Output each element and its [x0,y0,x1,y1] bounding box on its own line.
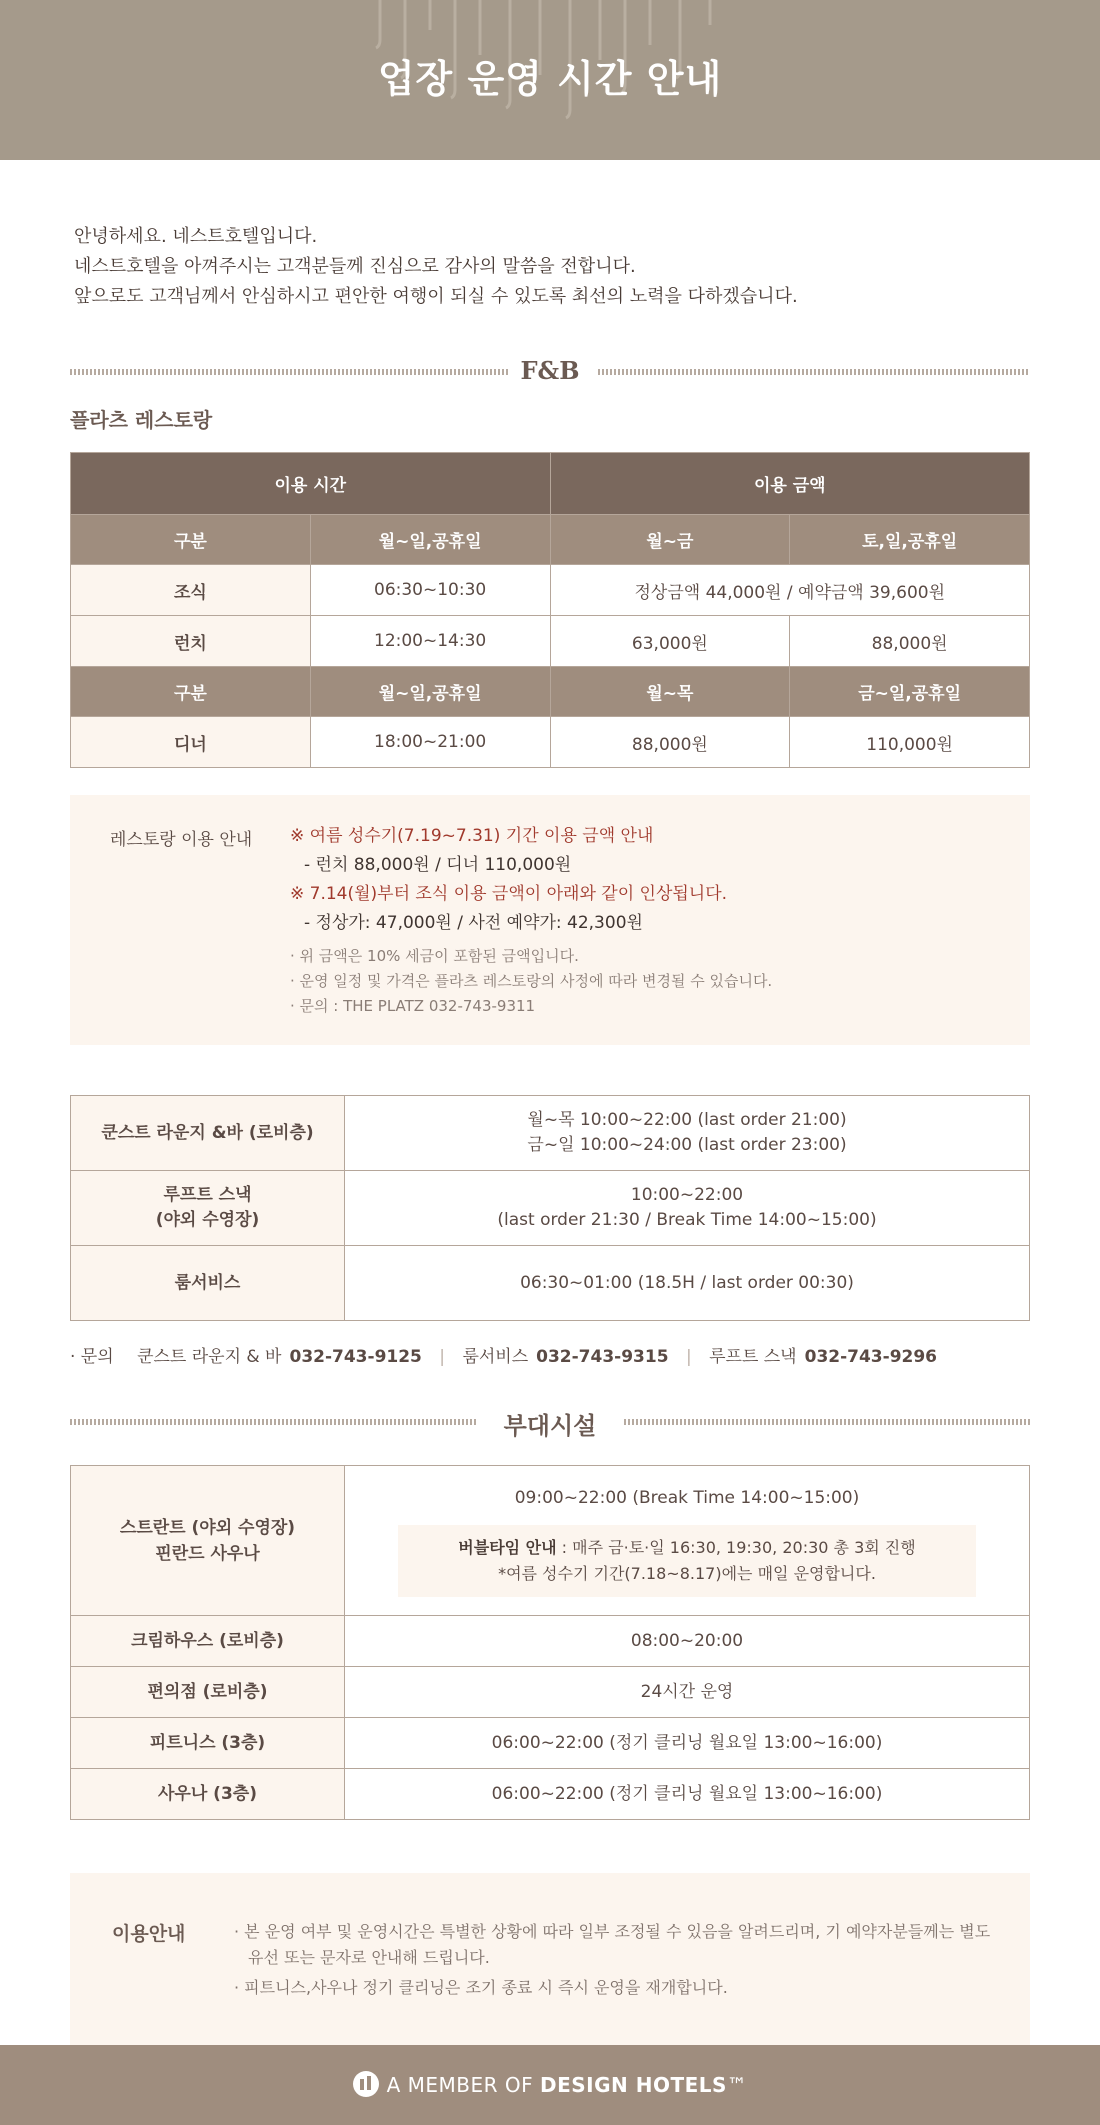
contact-separator: | [685,1347,692,1367]
contact-lead: · 문의 [70,1347,114,1367]
intro-line: 네스트호텔을 아껴주시는 고객분들께 진심으로 감사의 말씀을 전합니다. [74,256,636,277]
table-header-row [71,453,1030,515]
table-row [71,1667,1030,1718]
contact-number[interactable]: 032-743-9296 [804,1347,938,1367]
row-hours: 08:00~20:00 [345,1616,1030,1667]
table-row [71,1769,1030,1820]
notice-title: 레스토랑 이용 안내 [110,830,253,850]
hours-line: 09:00~22:00 (Break Time 14:00~15:00) [514,1487,860,1508]
info-title: 이용안내 [112,1923,186,1945]
table-row [71,1171,1030,1246]
category-line: 핀란드 사우나 [155,1543,260,1564]
table-row [71,1246,1030,1321]
row-time: 06:30~10:30 [310,565,550,616]
brand-name: DESIGN HOTELS [539,2073,727,2097]
row-price: 정상금액 44,000원 / 예약금액 39,600원 [550,565,1030,616]
row-hours [345,1171,1030,1246]
subheader-cell: 월~일,공휴일 [310,667,550,717]
contact-label: 룸서비스 [462,1347,529,1367]
hours-line: 금~일 10:00~24:00 (last order 23:00) [527,1135,847,1155]
notice-line: - 런치 88,000원 / 디너 110,000원 [304,855,572,875]
row-category: 조식 [71,565,311,616]
category-line: (야외 수영장) [155,1210,260,1230]
brand-tm: ™ [726,2073,748,2097]
notice-line: ※ 여름 성수기(7.19~7.31) 기간 이용 금액 안내 [290,826,654,846]
row-category: 룸서비스 [71,1246,345,1321]
intro-line: 안녕하세요. 네스트호텔입니다. [74,226,318,247]
usage-info-box [70,1873,1030,2045]
hours-line: (last order 21:30 / Break Time 14:00~15:00) [497,1210,877,1230]
info-lines [234,1919,994,2001]
table-subheader-row [71,515,1030,565]
intro-line: 앞으로도 고객님께서 안심하시고 편안한 여행이 되실 수 있도록 최선의 노력을 다하겠습니다. [74,286,798,307]
row-hours [345,1466,1030,1616]
contact-separator: | [439,1347,446,1367]
row-category [71,1466,345,1616]
restaurant-notice-box [70,795,1030,1045]
category-line: 루프트 스낵 [163,1185,252,1205]
intro-text [74,222,1034,312]
notice-small: · 문의 : THE PLATZ 032-743-9311 [290,997,536,1015]
facilities-section-divider [70,1406,1030,1440]
restaurant-price-table [70,452,1030,768]
row-time: 12:00~14:30 [310,616,550,667]
table-subheader-row [71,667,1030,717]
row-hours: 06:00~22:00 (정기 클리닝 월요일 13:00~16:00) [345,1718,1030,1769]
fb-section-divider [70,356,1030,386]
bubble-label: 버블타임 안내 [458,1537,557,1557]
brand-prefix: A MEMBER OF [386,2073,540,2097]
bubble-line [398,1535,976,1561]
contact-number[interactable]: 032-743-9315 [536,1347,669,1367]
facilities-hours-table [70,1465,1030,1820]
table-row-lunch [71,616,1030,667]
contact-label: 쿤스트 라운지 & 바 [137,1347,282,1367]
bubble-text: : 매주 금·토·일 16:30, 19:30, 20:30 총 3회 진행 [556,1537,916,1557]
subheader-cell: 월~목 [550,667,790,717]
row-hours: 06:00~22:00 (정기 클리닝 월요일 13:00~16:00) [345,1769,1030,1820]
table-row-breakfast [71,565,1030,616]
subheader-cell: 토,일,공휴일 [790,515,1030,565]
page-title: 업장 운영 시간 안내 [377,57,723,101]
row-hours: 06:30~01:00 (18.5H / last order 00:30) [345,1246,1030,1321]
subheader-cell: 월~금 [550,515,790,565]
contact-number[interactable]: 032-743-9125 [289,1347,422,1367]
row-category: 피트니스 (3층) [71,1718,345,1769]
footer [0,2045,1100,2125]
notice-line: - 정상가: 47,000원 / 사전 예약가: 42,300원 [304,913,643,933]
row-category [71,1171,345,1246]
category-line: 스트란트 (야외 수영장) [119,1517,296,1538]
row-hours: 24시간 운영 [345,1667,1030,1718]
row-category: 디너 [71,717,311,768]
fb-section-title: F&B [520,356,580,385]
row-hours [345,1096,1030,1171]
info-line: · 본 운영 여부 및 운영시간은 특별한 상황에 따라 일부 조정될 수 있음을 알려드리며, 기 예약자분들께는 별도 유선 또는 문자로 안내해 드립니다. [234,1922,991,1967]
subheader-cell: 구분 [71,667,311,717]
notice-small: · 위 금액은 10% 세금이 포함된 금액입니다. [290,947,579,965]
row-price-weekend: 110,000원 [790,717,1030,768]
hours-line: 10:00~22:00 [630,1185,744,1205]
row-price-weekend: 88,000원 [790,616,1030,667]
hero-banner [0,0,1100,160]
table-row-strand [71,1466,1030,1616]
subheader-cell: 금~일,공휴일 [790,667,1030,717]
table-row [71,1616,1030,1667]
contact-line [70,1342,937,1367]
subheader-cell: 구분 [71,515,311,565]
header-price: 이용 금액 [550,453,1030,515]
row-category: 쿤스트 라운지 &바 (로비층) [71,1096,345,1171]
row-price-weekday: 63,000원 [550,616,790,667]
row-time: 18:00~21:00 [310,717,550,768]
contact-label: 루프트 스낵 [709,1347,797,1367]
restaurant-name: 플라츠 레스토랑 [70,408,213,432]
design-hotels-brand[interactable] [0,2071,1100,2097]
notice-line: ※ 7.14(월)부터 조식 이용 금액이 아래와 같이 인상됩니다. [290,884,728,904]
subheader-cell: 월~일,공휴일 [310,515,550,565]
row-category: 편의점 (로비층) [71,1667,345,1718]
notice-lines [290,822,1010,1019]
info-line: · 피트니스,사우나 정기 클리닝은 조기 종료 시 즉시 운영을 재개합니다. [234,1978,728,1997]
bubble-note: *여름 성수기 기간(7.18~8.17)에는 매일 운영합니다. [498,1563,876,1583]
row-category: 런치 [71,616,311,667]
bubble-time-notice [398,1525,976,1597]
design-hotels-logo-icon [353,2071,379,2097]
lounge-hours-table [70,1095,1030,1321]
table-row [71,1718,1030,1769]
table-row [71,1096,1030,1171]
facilities-section-title: 부대시설 [503,1412,597,1440]
row-category: 크림하우스 (로비층) [71,1616,345,1667]
row-price-weekday: 88,000원 [550,717,790,768]
table-row-dinner [71,717,1030,768]
notice-small: · 운영 일정 및 가격은 플라츠 레스토랑의 사정에 따라 변경될 수 있습니다. [290,972,773,990]
header-time: 이용 시간 [71,453,551,515]
row-category: 사우나 (3층) [71,1769,345,1820]
hours-line: 월~목 10:00~22:00 (last order 21:00) [527,1110,847,1130]
